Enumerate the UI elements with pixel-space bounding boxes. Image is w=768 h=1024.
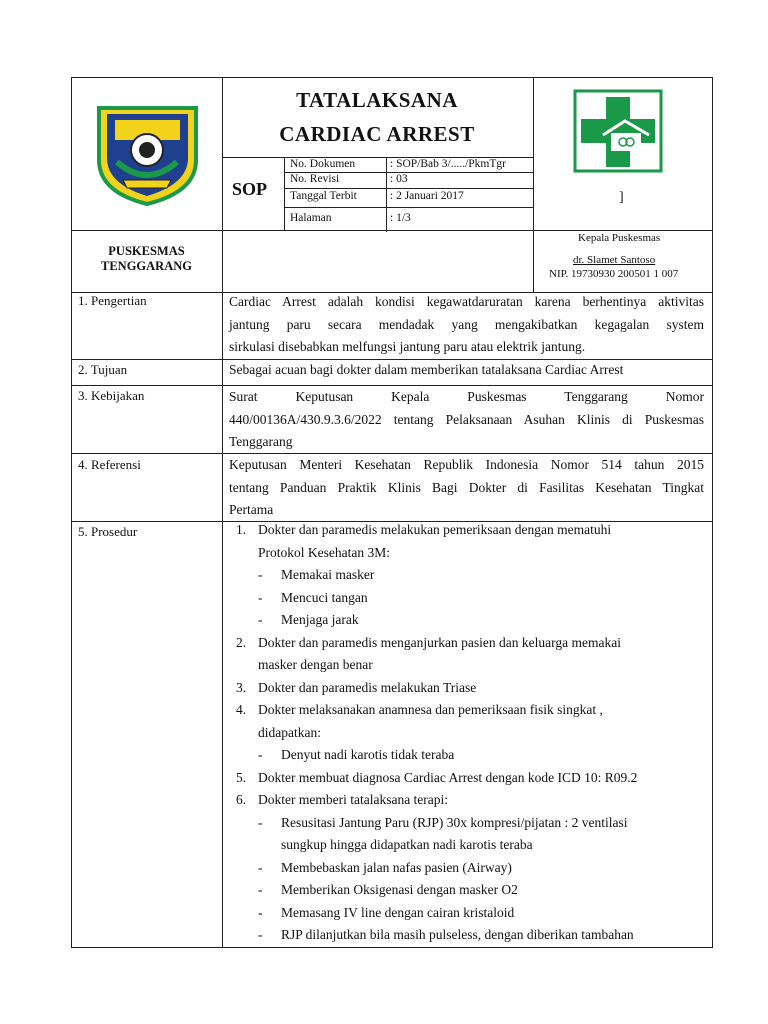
table-border-top bbox=[71, 77, 713, 78]
list-item: Dokter dan paramedis melakukan pemeriksaan dengan mematuhi bbox=[258, 522, 612, 537]
head-name: dr. Slamet Santoso bbox=[573, 254, 656, 266]
list-item: Dokter melaksanakan anamnesa dan pemeriksaan fisik singkat , bbox=[258, 702, 603, 717]
list-number: 6. bbox=[236, 792, 247, 807]
text-line: jantung paru secara mendadak yang mengakibatkan kegagalan system bbox=[229, 316, 704, 332]
list-item: masker dengan benar bbox=[258, 657, 373, 672]
meta-key-revisi: No. Revisi bbox=[290, 173, 340, 185]
list-item: Memakai masker bbox=[281, 567, 375, 582]
list-bullet: - bbox=[258, 882, 263, 897]
meta-value-dokumen: : SOP/Bab 3/...../PkmTgr bbox=[390, 158, 506, 170]
list-item: didapatkan: bbox=[258, 724, 321, 740]
list-bullet: - bbox=[258, 814, 263, 830]
text-line: 440/00136A/430.9.3.6/2022 tentang Pelaksanaan Asuhan Klinis di Puskesmas bbox=[229, 411, 704, 427]
meta-divider bbox=[386, 157, 387, 232]
list-bullet: - bbox=[258, 927, 263, 942]
table-border-left bbox=[71, 77, 72, 948]
list-item: Denyut nadi karotis tidak teraba bbox=[281, 747, 455, 762]
list-bullet: - bbox=[258, 859, 263, 875]
org-name-line2: TENGGARANG bbox=[101, 259, 192, 273]
sop-label: SOP bbox=[232, 179, 268, 199]
list-number: 3. bbox=[236, 679, 247, 695]
head-nip: NIP. 19730930 200501 1 007 bbox=[549, 268, 679, 280]
list-item: Mencuci tangan bbox=[281, 589, 368, 605]
list-item: Memasang IV line dengan cairan kristaloid bbox=[281, 904, 515, 920]
list-item: Membebaskan jalan nafas pasien (Airway) bbox=[281, 859, 512, 875]
text-line: tentang Panduan Praktik Klinis Bagi Dokter di Fasilitas Kesehatan Tingkat bbox=[229, 479, 704, 495]
text-line: Surat Keputusan Kepala Puskesmas Tenggarang Nomor bbox=[229, 389, 704, 404]
list-bullet: - bbox=[258, 567, 263, 582]
bracket-mark: ] bbox=[619, 190, 624, 205]
text-referensi bbox=[229, 454, 704, 522]
list-item: Dokter memberi tatalaksana terapi: bbox=[258, 792, 449, 807]
list-bullet: - bbox=[258, 612, 263, 627]
list-item: sungkup hingga didapatkan nadi karotis teraba bbox=[281, 837, 533, 852]
puskesmas-logo bbox=[573, 89, 663, 173]
list-bullet: - bbox=[258, 904, 263, 920]
doc-title-line1: TATALAKSANA bbox=[296, 88, 458, 112]
head-role: Kepala Puskesmas bbox=[578, 232, 661, 244]
meta-row-line bbox=[284, 188, 533, 189]
list-bullet: - bbox=[258, 589, 263, 605]
doc-title-line2: CARDIAC ARREST bbox=[279, 122, 475, 146]
list-item: Dokter dan paramedis melakukan Triase bbox=[258, 679, 477, 695]
meta-value-revisi: : 03 bbox=[390, 173, 408, 185]
label-pengertian: 1. Pengertian bbox=[78, 293, 147, 308]
list-item: Memberikan Oksigenasi dengan masker O2 bbox=[281, 882, 518, 897]
list-item: Resusitasi Jantung Paru (RJP) 30x kompresi/pijatan : 2 ventilasi bbox=[281, 814, 628, 830]
label-kebijakan: 3. Kebijakan bbox=[78, 388, 145, 403]
org-name bbox=[71, 244, 222, 274]
list-number: 1. bbox=[236, 522, 247, 537]
meta-row-line bbox=[284, 207, 533, 208]
list-bullet: - bbox=[258, 747, 263, 762]
meta-key-halaman: Halaman bbox=[290, 212, 332, 224]
list-number: 5. bbox=[236, 769, 247, 785]
list-number: 2. bbox=[236, 634, 247, 650]
meta-value-tanggal: : 2 Januari 2017 bbox=[390, 190, 464, 202]
text-pengertian bbox=[229, 291, 704, 359]
text-line: Tenggarang bbox=[229, 434, 293, 449]
text-line: Cardiac Arrest adalah kondisi kegawatdaruratan karena berhentinya aktivitas bbox=[229, 294, 704, 309]
text-tujuan: Sebagai acuan bagi dokter dalam memberikan tatalaksana Cardiac Arrest bbox=[229, 362, 624, 377]
sop-divider bbox=[284, 157, 285, 230]
text-line: sirkulasi disebabkan melfungsi jantung paru atau elektrik jantung. bbox=[229, 339, 586, 354]
list-number: 4. bbox=[236, 702, 247, 717]
label-tujuan: 2. Tujuan bbox=[78, 362, 128, 377]
regency-logo bbox=[95, 100, 200, 208]
label-prosedur: 5. Prosedur bbox=[78, 524, 138, 539]
column-divider bbox=[222, 77, 223, 948]
org-name-line1: PUSKESMAS bbox=[108, 244, 185, 258]
meta-value-halaman: : 1/3 bbox=[390, 212, 411, 224]
list-item: RJP dilanjutkan bila masih pulseless, dengan diberikan tambahan bbox=[281, 927, 634, 942]
list-item: Menjaga jarak bbox=[281, 612, 359, 627]
meta-key-dokumen: No. Dokumen bbox=[290, 158, 356, 170]
column-divider-right bbox=[533, 77, 534, 292]
label-referensi: 4. Referensi bbox=[78, 457, 141, 472]
table-border-bottom bbox=[71, 947, 713, 948]
table-border-right bbox=[712, 77, 713, 948]
meta-key-tanggal: Tanggal Terbit bbox=[290, 190, 357, 202]
list-item: Protokol Kesehatan 3M: bbox=[258, 544, 390, 560]
header-divider bbox=[71, 230, 713, 231]
list-item: Dokter membuat diagnosa Cardiac Arrest dengan kode ICD 10: R09.2 bbox=[258, 769, 638, 785]
text-kebijakan bbox=[229, 386, 704, 454]
list-item: Dokter dan paramedis menganjurkan pasien dan keluarga memakai bbox=[258, 634, 621, 650]
text-line: Keputusan Menteri Kesehatan Republik Indonesia Nomor 514 tahun 2015 bbox=[229, 457, 704, 472]
text-line: Pertama bbox=[229, 502, 274, 517]
